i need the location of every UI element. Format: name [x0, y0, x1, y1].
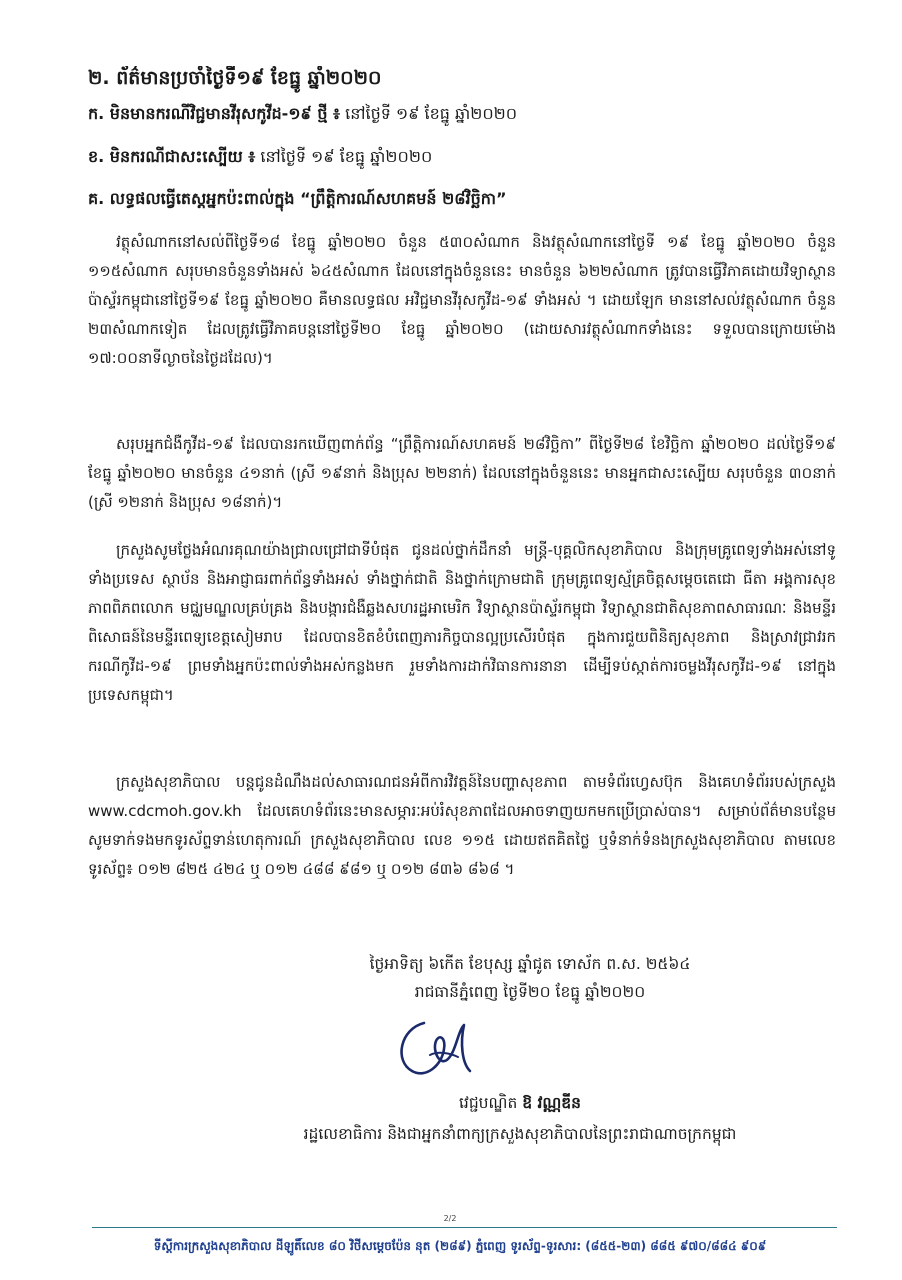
paragraph-acknowledgement: ក្រសួងសូមថ្លែងអំណរគុណយ៉ាងជ្រាលជ្រៅជាទីបំផុត ជូនដល់ថ្នាក់ដឹកនាំ មន្ត្រី-បុគ្គលិកសុខាភិបាល និងក្រុមគ្រូពេទ្យទាំងអស់នៅទូទាំងប្រទេស ស្ថាប័ន និងអាជ្ញាធរពាក់ព័ន្ធទាំងអស់ ទាំងថ្នាក់ជាតិ និងថ្នាក់ក្រោមជាតិ ក្រុមគ្រូពេទ្យស្ម័គ្រចិត្តសម្តេចតេជោ ធីតា អង្គការសុខភាពពិភពលោក មជ្ឈមណ្ឌលគ្រប់គ្រង និងបង្ការជំងឺឆ្លងសហរដ្ឋអាមេរិក វិទ្យាស្ថានប៉ាស្ទ័រកម្ពុជា វិទ្យាស្ថានជាតិសុខភាពសាធារណៈ និងមន្ទីរពិសោធន៍នៃមន្ទីរពេទ្យខេត្តសៀមរាប ដែលបានខិតខំបំពេញភារកិច្ចបានល្អប្រសើរបំផុត ក្នុងការជួយពិនិត្យសុខភាព និងស្រាវជ្រាវរកករណីកូវីដ-១៩ ព្រមទាំងអ្នកប៉ះពាល់ទាំងអស់កន្លងមក រួមទាំងការដាក់វិធានការនានា ដើម្បីទប់ស្កាត់ការចម្លងវីរុសកូវីដ-១៩ នៅក្នុងប្រទេសកម្ពុជា។	[88, 541, 836, 704]
date-solar: រាជធានីភ្នំពេញ ថ្ងៃទី២០ ខែធ្នូ ឆ្នាំ២០២០	[414, 983, 646, 1001]
section-heading: ២. ព័ត៌មានប្រចាំថ្ងៃទី១៩ ខែធ្នូ ឆ្នាំ២០២០	[88, 67, 382, 89]
signer-role: រដ្ឋលេខាធិការ និងជាអ្នកនាំពាក្យក្រសួងសុខាភិបាលនៃព្រះរាជាណាចក្រកម្ពុជា	[303, 1125, 737, 1143]
paragraph-cases-summary: សរុបអ្នកជំងឺកូវីដ-១៩ ដែលបានរកឃើញពាក់ព័ន្ធ “ព្រឹត្តិការណ៍សហគមន៍ ២៨វិច្ឆិកា” ពីថ្ងៃទី២៨ ខែវិច្ឆិកា ឆ្នាំ២០២០ ដល់ថ្ងៃទី១៩ ខែធ្នូ ឆ្នាំ២០២០ មានចំនួន ៤១នាក់ (ស្រី ១៩នាក់ និងប្រុស ២២នាក់) ដែលនៅក្នុងចំនួននេះ មានអ្នកជាសះស្បើយ សរុបចំនួន ៣០នាក់ (ស្រី ១២នាក់ និងប្រុស ១៨នាក់)។	[88, 435, 837, 511]
page-number: 2/2	[443, 1214, 457, 1223]
item-a	[88, 103, 848, 127]
item-b-text: នៅថ្ងៃទី ១៩ ខែធ្នូ ឆ្នាំ២០២០	[255, 147, 433, 166]
paragraph-samples: វត្ថុសំណាកនៅសល់ពីថ្ងៃទី១៨ ខែធ្នូ ឆ្នាំ២០២០ ចំនួន ៥៣០សំណាក និងវត្ថុសំណាកនៅថ្ងៃទី ១៩ ខែធ្នូ ឆ្នាំ២០២០ ចំនួន ១១៥សំណាក សរុបមានចំនួនទាំងអស់ ៦៤៥សំណាក ដែលនៅក្នុងចំនួននេះ មានចំនួន ៦២២សំណាក ត្រូវបានធ្វើវិភាគដោយវិទ្យាស្ថានប៉ាស្ទ័រកម្ពុជានៅថ្ងៃទី១៩ ខែធ្នូ ឆ្នាំ២០២០ គឺមានលទ្ធផល អវិជ្ជមានវីរុសកូវីដ-១៩ ទាំងអស់ ។ ដោយឡែក មាននៅសល់វត្ថុសំណាក ចំនួន ២៣សំណាកទៀត ដែលត្រូវធ្វើវិភាគបន្តនៅថ្ងៃទី២០ ខែធ្នូ ឆ្នាំ២០២០ (ដោយសារវត្ថុសំណាកទាំងនេះ ទទួលបានក្រោយម៉ោង ១៧:០០នាទីល្ងាចនៃថ្ងៃដដែល)។	[88, 233, 836, 367]
signature-mark	[386, 1005, 496, 1085]
footer-address: ទីស្តីការក្រសួងសុខាភិបាល ដីឡូតិ៍លេខ ៨០ វិថីសម្តេចប៉ែន នុត (២៨៩) ភ្នំពេញ ទូរស័ព្ទ-ទូរសារ: (៨៥៥-២៣) ៨៨៥ ៩៧០/៨៨៤ ៩០៩	[153, 1239, 767, 1253]
item-b	[88, 146, 848, 170]
item-a-text: នៅថ្ងៃទី ១៩ ខែធ្នូ ឆ្នាំ២០២០	[340, 104, 518, 123]
item-c-label: គ. លទ្ធផលធ្វើតេស្តអ្នកប៉ះពាល់ក្នុង “ព្រឹត្តិការណ៍សហគមន៍ ២៨វិច្ឆិកា”	[88, 189, 507, 208]
signer-name: ឱ វណ្ណឌីន	[522, 1094, 581, 1112]
item-a-label: ក. មិនមានករណីវិជ្ជមានវីរុសកូវីដ-១៩ ថ្មី ៖	[88, 104, 341, 123]
paragraph-public-notice: ក្រសួងសុខាភិបាល បន្តជូនដំណឹងដល់សាធារណជនអំពីការវិវត្តន៍នៃបញ្ហាសុខភាព តាមទំព័រហ្វេសប៊ុក និងគេហទំព័ររបស់ក្រសួង www.cdcmoh.gov.kh ដែលគេហទំព័រនេះមានសម្ភារៈអប់រំសុខភាពដែលអាចទាញយកមកប្រើប្រាស់បាន។ សម្រាប់ព័ត៌មានបន្ថែម សូមទាក់ទងមកទូរស័ព្ទទាន់ហេតុការណ៍ ក្រសួងសុខាភិបាល លេខ ១១៥ ដោយឥតគិតថ្លៃ ឬទំនាក់ទំនងក្រសួងសុខាភិបាល តាមលេខទូរស័ព្ទ៖ ០១២ ៨២៥ ៤២៤ ឬ ០១២ ៤៨៨ ៩៨១ ឬ ០១២ ៨៣៦ ៨៦៨ ។	[88, 773, 836, 878]
item-b-label: ខ. មិនករណីជាសះស្បើយ ៖	[88, 147, 256, 166]
date-lunar: ថ្ងៃអាទិត្យ ៦កើត ខែបុស្ស ឆ្នាំជូត ទោស័ក ព.ស. ២៥៦៤	[369, 955, 691, 973]
footer-divider	[92, 1227, 837, 1228]
signer-name-line	[150, 1093, 890, 1116]
signer-title: វេជ្ជបណ្ឌិត	[459, 1094, 523, 1112]
